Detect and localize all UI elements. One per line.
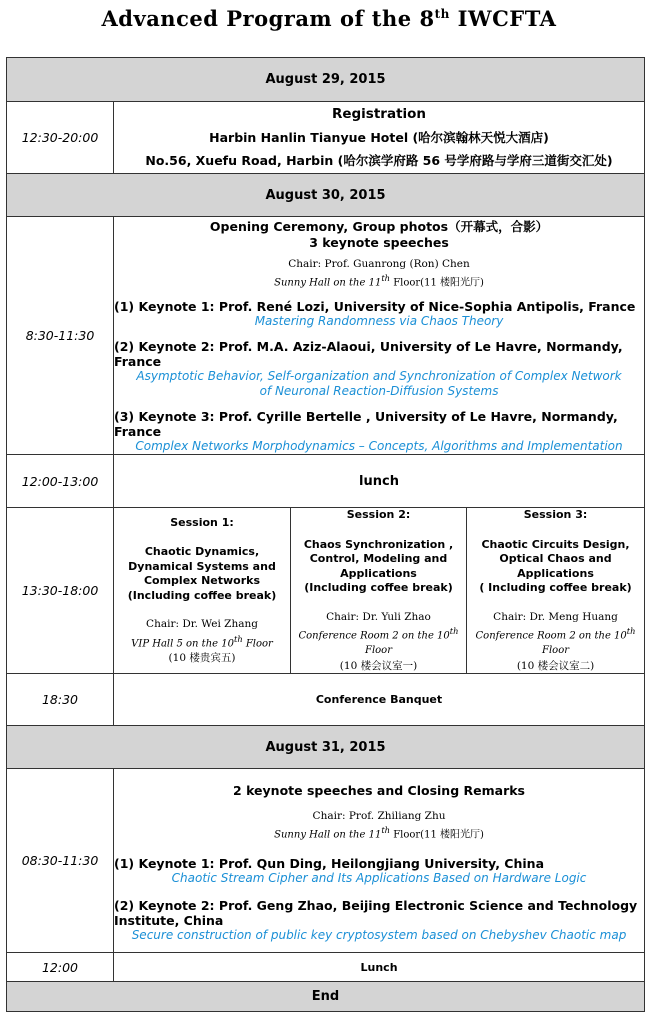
time-cell: 13:30-18:00 [7, 508, 114, 674]
keynote-cell [114, 769, 645, 953]
date-day1: August 29, 2015 [7, 58, 645, 102]
keynote-talk: Asymptotic Behavior, Self-organization and Synchronization of Complex Network of Neuronal Reaction-Diffusion Systems [136, 369, 622, 399]
keynote-talk: Mastering Randomness via Chaos Theory [254, 314, 504, 329]
banquet-label: Conference Banquet [114, 674, 645, 726]
session-room-cn: (10 楼会议室二) [516, 659, 595, 672]
session-room: VIP Hall 5 on the 10th Floor [131, 633, 273, 649]
date-day3: August 31, 2015 [7, 726, 645, 769]
date-row [7, 58, 645, 102]
end-row [7, 982, 645, 1012]
hotel-name: Harbin Hanlin Tianyue Hotel (哈尔滨翰林天悦大酒店) [209, 130, 549, 145]
session-2-cell [291, 508, 467, 674]
keynote-cell [114, 217, 645, 455]
registration-row [7, 102, 645, 174]
session-1-cell [114, 508, 291, 674]
keynote-speaker: (1) Keynote 1: Prof. René Lozi, University of Nice-Sophia Antipolis, France [114, 299, 636, 315]
time-cell: 12:00 [7, 953, 114, 982]
time-cell: 8:30-11:30 [7, 217, 114, 455]
keynote-speaker: (2) Keynote 2: Prof. Geng Zhao, Beijing Electronic Science and Technology Institute, China [114, 898, 638, 929]
sessions-row [7, 508, 645, 674]
hotel-address: No.56, Xuefu Road, Harbin (哈尔滨学府路 56 号学府路与学府三道街交汇处) [145, 153, 613, 168]
venue-text: Sunny Hall on the 11th Floor(11 楼阳光厅) [274, 273, 484, 289]
chair-text: Chair: Prof. Guanrong (Ron) Chen [288, 258, 470, 270]
time-cell: 12:30-20:00 [7, 102, 114, 174]
registration-cell [114, 102, 645, 174]
keynote-heading: 3 keynote speeches [309, 235, 449, 250]
date-row [7, 726, 645, 769]
session-chair: Chair: Dr. Yuli Zhao [326, 610, 431, 623]
keynote-speaker: (2) Keynote 2: Prof. M.A. Aziz-Alaoui, University of Le Havre, Normandy, France [114, 339, 623, 370]
venue-text: Sunny Hall on the 11th Floor(11 楼阳光厅) [274, 825, 484, 841]
registration-title: Registration [331, 106, 427, 122]
session-topic: Chaotic Circuits Design, Optical Chaos and Applications [481, 537, 630, 580]
time-cell: 08:30-11:30 [7, 769, 114, 953]
date-day2: August 30, 2015 [7, 174, 645, 217]
banquet-row [7, 674, 645, 726]
session-title: Session 1: [170, 515, 234, 529]
session-chair: Chair: Dr. Wei Zhang [146, 618, 258, 631]
lunch-row [7, 455, 645, 508]
keynote-row [7, 769, 645, 953]
keynote-talk: Complex Networks Morphodynamics – Concepts, Algorithms and Implementation [135, 439, 623, 454]
program-table [6, 57, 645, 1012]
keynote-speaker: (3) Keynote 3: Prof. Cyrille Bertelle , University of Le Havre, Normandy, France [114, 409, 618, 440]
time-cell: 18:30 [7, 674, 114, 726]
keynote-talk: Secure construction of public key cryptosystem based on Chebyshev Chaotic map [131, 928, 627, 943]
session-topic: Chaos Synchronization , Control, Modeling and Applications [303, 537, 454, 580]
session-chair: Chair: Dr. Meng Huang [493, 610, 618, 623]
session-title: Session 3: [523, 508, 588, 522]
opening-heading: Opening Ceremony, Group photos（开幕式，合影） [209, 219, 549, 234]
end-label: End [7, 982, 645, 1012]
session-room-cn: (10 楼贵宾五) [168, 652, 236, 665]
chair-text: Chair: Prof. Zhiliang Zhu [312, 810, 446, 823]
lunch-label: lunch [114, 455, 645, 508]
session-room-cn: (10 楼会议室一) [339, 659, 418, 672]
session-note: ( Including coffee break) [479, 581, 632, 595]
keynote-row [7, 217, 645, 455]
lunch-row [7, 953, 645, 982]
page-title: Advanced Program of the 8th IWCFTA [101, 6, 557, 31]
session-note: (Including coffee break) [127, 588, 277, 602]
session-room: Conference Room 2 on the 10th Floor [475, 626, 636, 657]
keynote-talk: Chaotic Stream Cipher and Its Applications Based on Hardware Logic [171, 871, 587, 886]
session-room: Conference Room 2 on the 10th Floor [298, 626, 459, 657]
session-topic: Chaotic Dynamics, Dynamical Systems and Complex Networks [128, 545, 276, 588]
keynote-speaker: (1) Keynote 1: Prof. Qun Ding, Heilongjiang University, China [114, 856, 544, 872]
session-3-cell [467, 508, 645, 674]
session-title: Session 2: [346, 508, 411, 522]
session-note: (Including coffee break) [304, 581, 453, 595]
date-row [7, 174, 645, 217]
lunch-label: Lunch [114, 953, 645, 982]
time-cell: 12:00-13:00 [7, 455, 114, 508]
keynote-heading: 2 keynote speeches and Closing Remarks [233, 783, 525, 799]
